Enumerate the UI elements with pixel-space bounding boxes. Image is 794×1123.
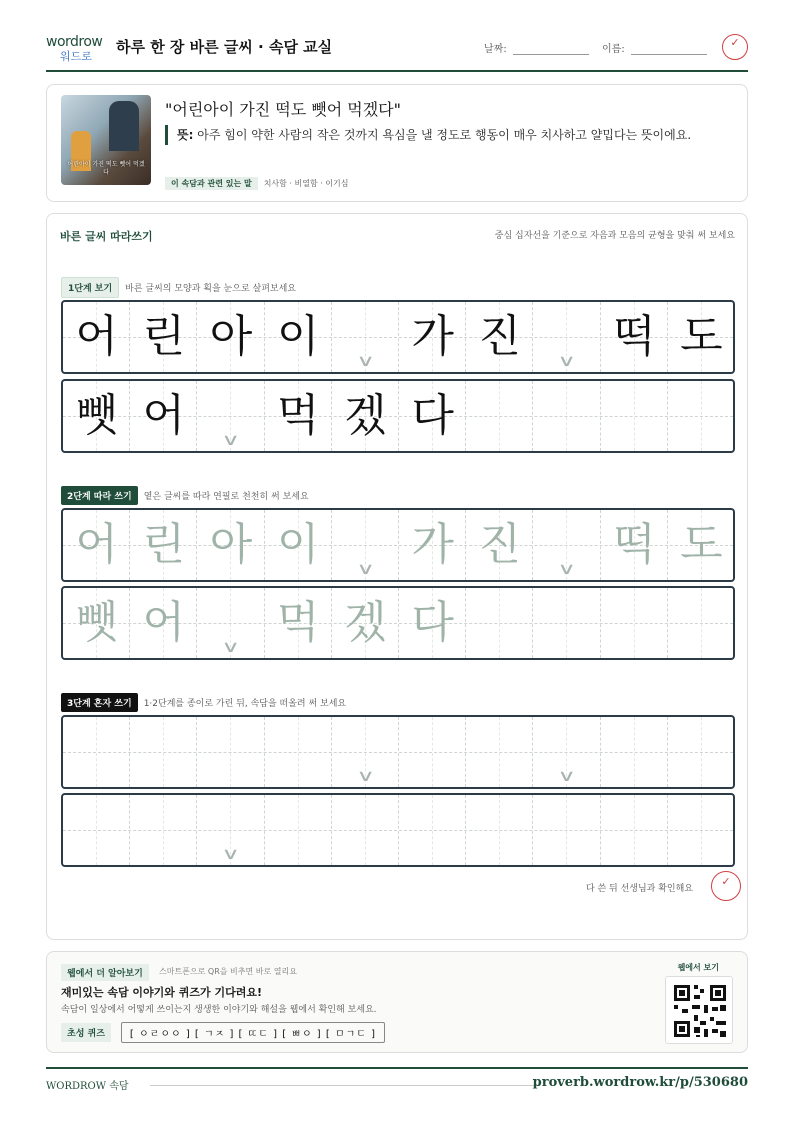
web-more-card	[46, 951, 748, 1053]
model-character: 아	[209, 311, 253, 362]
model-character: 어	[75, 311, 118, 362]
name-label: 이름:	[602, 44, 625, 55]
qr-hint: 스마트폰으로 QR을 비추면 바로 열리요	[159, 967, 297, 976]
trace-character: 먹	[276, 597, 320, 648]
model-character: 먹	[276, 390, 320, 441]
logo-text: wordrow	[46, 34, 103, 50]
grid-cell[interactable]	[332, 795, 399, 865]
date-field[interactable]	[484, 40, 589, 55]
grid-cell[interactable]	[130, 717, 197, 787]
grid-row[interactable]	[61, 586, 735, 660]
meaning-text: 아주 힘이 약한 사람의 작은 것까지 욕심을 낼 정도로 행동이 매우 치사하고 얄밉다는 뜻이에요.	[197, 128, 692, 142]
grid-cell	[466, 381, 533, 451]
qr-code-icon[interactable]	[665, 976, 733, 1044]
step1-text: 바른 글씨의 모양과 획을 눈으로 살펴보세요	[125, 284, 296, 294]
trace-character: 다	[411, 597, 454, 648]
grid-cell[interactable]	[601, 795, 668, 865]
trace-character: 어	[75, 519, 118, 570]
space-chevron-icon: ∨	[356, 351, 375, 370]
footer-divider	[150, 1085, 538, 1086]
grid-cell[interactable]	[466, 588, 533, 658]
step3-text: 1·2단계를 종이로 가린 뒤, 속담을 떠올려 써 보세요	[143, 699, 347, 709]
proverb-card	[46, 84, 748, 202]
done-text: 다 쓴 뒤 선생님과 확인해요	[585, 884, 693, 894]
practice-section	[46, 213, 748, 940]
related-label: 이 속담과 관련 있는 말	[165, 177, 258, 190]
step1-header	[61, 277, 296, 298]
grid-cell[interactable]	[466, 795, 533, 865]
meaning-label: 뜻:	[177, 128, 194, 142]
step2-text: 옅은 글씨를 따라 연필로 천천히 써 보세요	[143, 492, 309, 502]
model-character: 떡	[612, 311, 656, 362]
grid-cell[interactable]	[399, 795, 466, 865]
grid-row[interactable]	[61, 715, 735, 789]
space-chevron-icon: ∨	[356, 766, 375, 785]
step3-header	[61, 693, 346, 712]
logo-subtext: 워드로	[60, 50, 92, 63]
trace-character: 가	[411, 519, 454, 570]
date-label: 날짜:	[484, 44, 507, 55]
web-view-label: 웹에서 보기	[677, 963, 719, 972]
practice-title: 바른 글씨 따라쓰기	[60, 230, 153, 243]
grid-cell	[601, 381, 668, 451]
trace-character: 겠	[344, 597, 387, 648]
grid-cell[interactable]	[197, 717, 264, 787]
step2-badge: 2단계 따라 쓰기	[61, 486, 138, 505]
space-chevron-icon: ∨	[557, 766, 577, 785]
model-character: 뺏	[75, 390, 118, 441]
trace-character: 도	[680, 519, 723, 570]
footer-url[interactable]: proverb.wordrow.kr/p/530680	[532, 1075, 748, 1090]
quiz-value: [ ㅇㄹㅇㅇ ] [ ㄱㅈ ] [ ㄸㄷ ] [ ㅃㅇ ] [ ㅁㄱㄷ ]	[121, 1022, 385, 1043]
trace-character: 이	[276, 519, 320, 570]
related-words	[165, 177, 349, 190]
proverb-title: "어린아이 가진 떡도 뺏어 먹겠다"	[165, 100, 401, 119]
good-job-stamp-icon: ✓	[711, 871, 741, 901]
model-character: 도	[680, 311, 723, 362]
page-title: 하루 한 장 바른 글씨 · 속담 교실	[116, 38, 333, 56]
check-stamp-icon: ✓	[722, 34, 748, 60]
grid-cell[interactable]	[668, 795, 735, 865]
trace-character: 진	[478, 519, 522, 570]
grid-cell[interactable]	[668, 588, 735, 658]
name-field[interactable]	[602, 40, 707, 55]
footer-brand: WORDROW 속담	[46, 1081, 129, 1092]
practice-hint: 중심 십자선을 기준으로 자음과 모음의 균형을 맞춰 써 보세요	[494, 231, 735, 241]
trace-character: 뺏	[75, 597, 118, 648]
thumb-caption: 어린아이 가진 떡도 뺏어 먹겠다	[67, 161, 145, 176]
space-chevron-icon: ∨	[557, 559, 577, 578]
web-more-title: 재미있는 속담 이야기와 퀴즈가 기다려요!	[61, 986, 262, 999]
trace-character: 어	[142, 597, 186, 648]
proverb-thumbnail	[61, 95, 151, 185]
grid-row[interactable]	[61, 793, 735, 867]
web-more-desc: 속담이 일상에서 어떻게 쓰이는지 생생한 이야기와 해설을 웹에서 확인해 보세요.	[61, 1005, 377, 1015]
related-text: 치사함 · 비열함 · 이기심	[263, 179, 349, 188]
model-character: 진	[478, 311, 522, 362]
grid-cell[interactable]	[601, 588, 668, 658]
quiz-label: 초성 퀴즈	[61, 1023, 111, 1042]
model-character: 가	[411, 311, 454, 362]
name-line	[631, 45, 707, 55]
grid-row	[61, 379, 735, 453]
chosung-quiz	[61, 1022, 385, 1043]
space-chevron-icon: ∨	[221, 637, 241, 656]
grid-cell	[668, 381, 735, 451]
proverb-meaning	[165, 125, 725, 145]
grid-row	[61, 300, 735, 374]
model-character: 다	[411, 390, 454, 441]
space-chevron-icon: ∨	[557, 351, 577, 370]
space-chevron-icon: ∨	[356, 559, 375, 578]
model-character: 이	[276, 311, 320, 362]
grid-cell[interactable]	[533, 795, 600, 865]
trace-character: 린	[142, 519, 186, 570]
grid-row[interactable]	[61, 508, 735, 582]
space-chevron-icon: ∨	[221, 430, 241, 449]
trace-character: 떡	[612, 519, 656, 570]
grid-cell[interactable]	[668, 717, 735, 787]
model-character: 겠	[344, 390, 387, 441]
model-character: 어	[142, 390, 186, 441]
model-character: 린	[142, 311, 186, 362]
web-more-badge: 웹에서 더 알아보기	[61, 964, 149, 981]
page-header	[46, 30, 748, 72]
step1-badge: 1단계 보기	[61, 277, 119, 298]
grid-cell[interactable]	[63, 717, 130, 787]
step3-badge: 3단계 혼자 쓰기	[61, 693, 138, 712]
thumb-adult-shape	[109, 101, 139, 151]
grid-cell	[533, 381, 600, 451]
trace-character: 아	[209, 519, 253, 570]
page-footer	[46, 1067, 748, 1092]
grid-cell[interactable]	[533, 588, 600, 658]
date-line	[513, 45, 589, 55]
qr-graphic	[666, 977, 734, 1045]
grid-cell[interactable]	[63, 795, 130, 865]
space-chevron-icon: ∨	[221, 844, 241, 863]
step2-header	[61, 486, 309, 505]
wordrow-logo	[46, 34, 108, 64]
